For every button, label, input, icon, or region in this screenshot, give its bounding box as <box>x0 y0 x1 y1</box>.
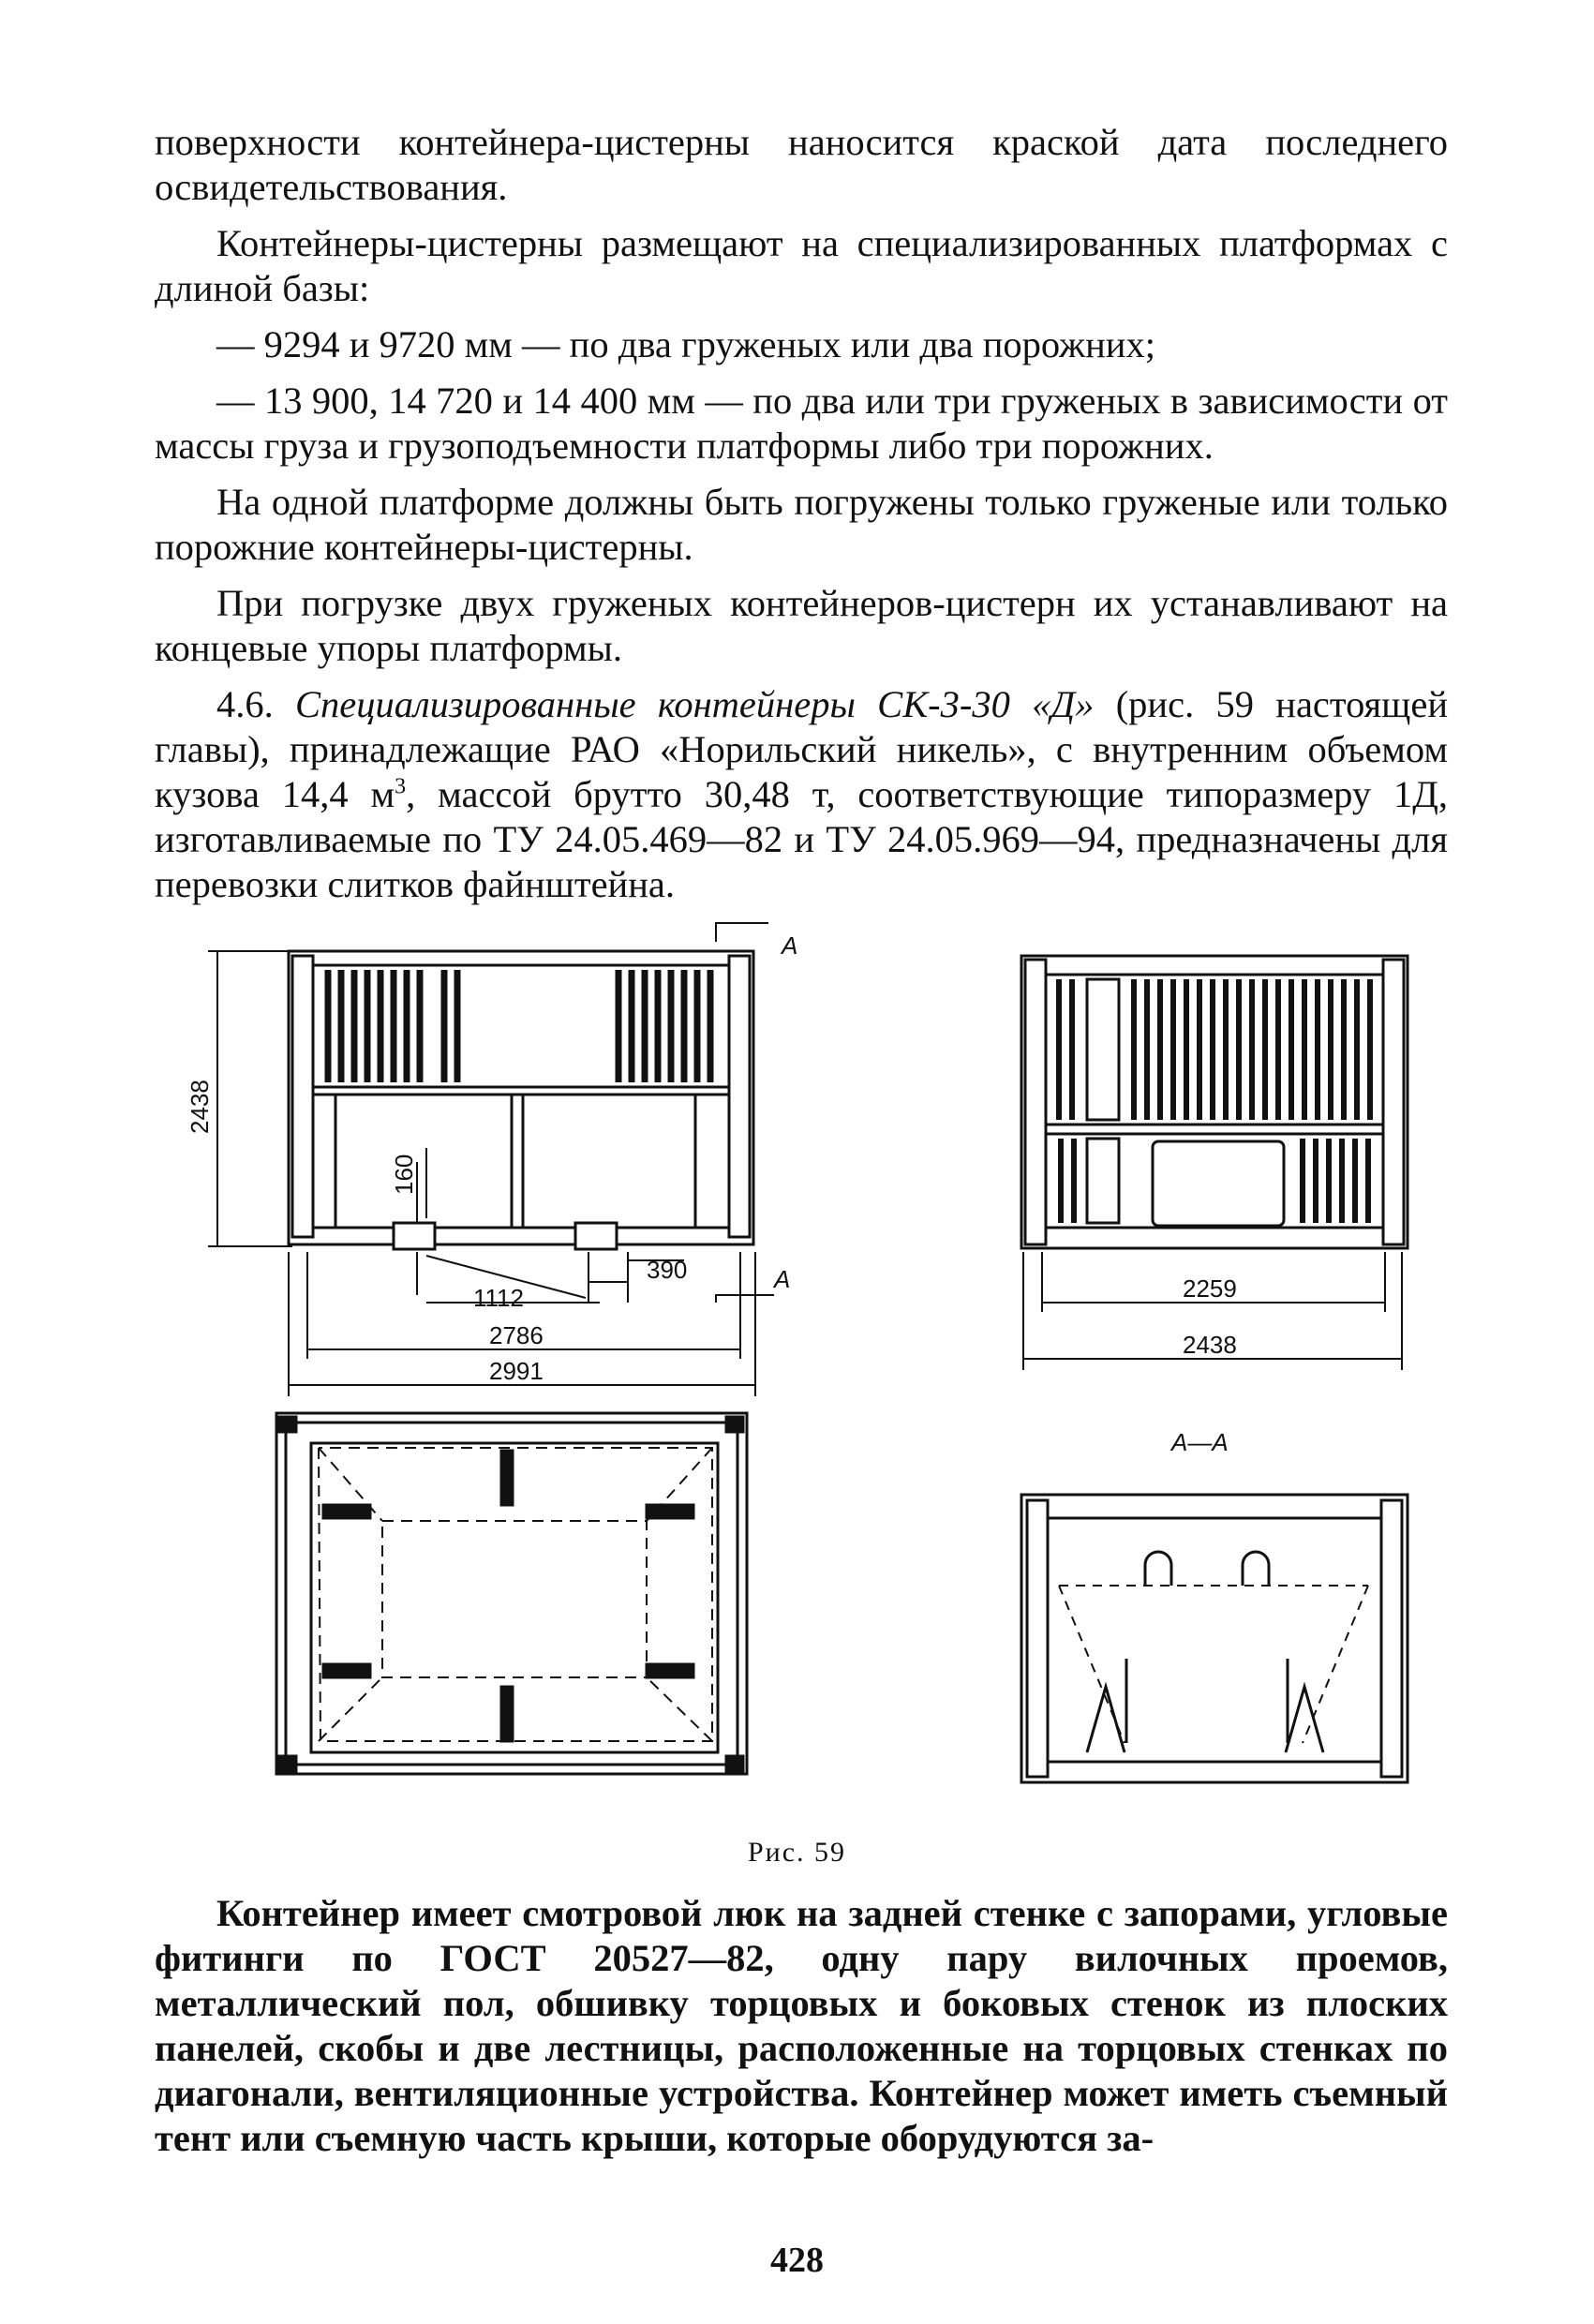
section-title: А—А <box>1171 1428 1229 1456</box>
dim-fork-height-label: 160 <box>390 1154 418 1195</box>
dim-pocket-spacing-label: 1112 <box>473 1284 524 1312</box>
section-view-drawing <box>1021 1495 1408 1782</box>
section-title: Специализированные контейнеры СК-3-30 «Д» <box>295 683 1095 725</box>
paragraph: При погрузке двух груженых контейнеров-цистерн их устанавливают на концевые упоры платформы. <box>155 582 1448 669</box>
paragraph: поверхности контейнера-цистерны наносится краской дата последнего освидетельствования. <box>155 121 1448 208</box>
section-mark-bottom: A <box>774 1265 791 1293</box>
figure-caption: Рис. 59 <box>747 1837 847 1868</box>
paragraph-text: , массой брутто 30,48 т, соответствующие типоразмеру 1Д, изготавливаемые по ТУ 24.05.469—82 и ТУ 24.05.969—94, предназначены для перевозки слитков файнштейна. <box>155 773 1448 905</box>
dim-outer-length-label: 2991 <box>489 1357 544 1385</box>
dim-height-label: 2438 <box>186 1080 214 1134</box>
list-item: — 9294 и 9720 мм — по два груженых или два порожних; <box>216 323 1155 365</box>
section-number: 4.6. <box>216 683 274 725</box>
paragraph: На одной платформе должны быть погружены только груженые или только порожние контейнеры-цистерны. <box>155 481 1448 568</box>
section-mark-top: A <box>782 931 798 960</box>
paragraph-text: (рис. 59 настоящей главы), принадлежащие РАО «Норильский никель», с внутренним объемом кузова 14,4 м <box>155 683 1449 815</box>
body-text-bottom <box>155 1891 1448 2172</box>
superscript: 3 <box>395 774 407 799</box>
dim-inner-width-label: 2259 <box>1183 1274 1237 1303</box>
paragraph: Контейнеры-цистерны размещают на специализированных платформах с длиной базы: <box>155 222 1448 309</box>
paragraph: Контейнер имеет смотровой люк на задней стенке с запорами, угловые фитинги по ГОСТ 20527—82, одну пару вилочных проемов, металлический пол, обшивку торцовых и боковых стенок из плоских панелей, скобы и две лестницы, расположенные на торцовых стенках по диагонали, вентиляционные устройства. Контейнер может иметь съемный тент или съемную часть крыши, которые оборудуются за- <box>155 1892 1448 2159</box>
dim-inner-length-label: 2786 <box>489 1321 544 1349</box>
dim-outer-width-label: 2438 <box>1183 1331 1237 1359</box>
list-item: — 13 900, 14 720 и 14 400 мм — по два или три груженых в зависимости от массы груза и грузоподъемности платформы либо три порожних. <box>155 380 1448 467</box>
dim-pocket-width-label: 390 <box>647 1256 688 1284</box>
page-number: 428 <box>770 2241 824 2280</box>
